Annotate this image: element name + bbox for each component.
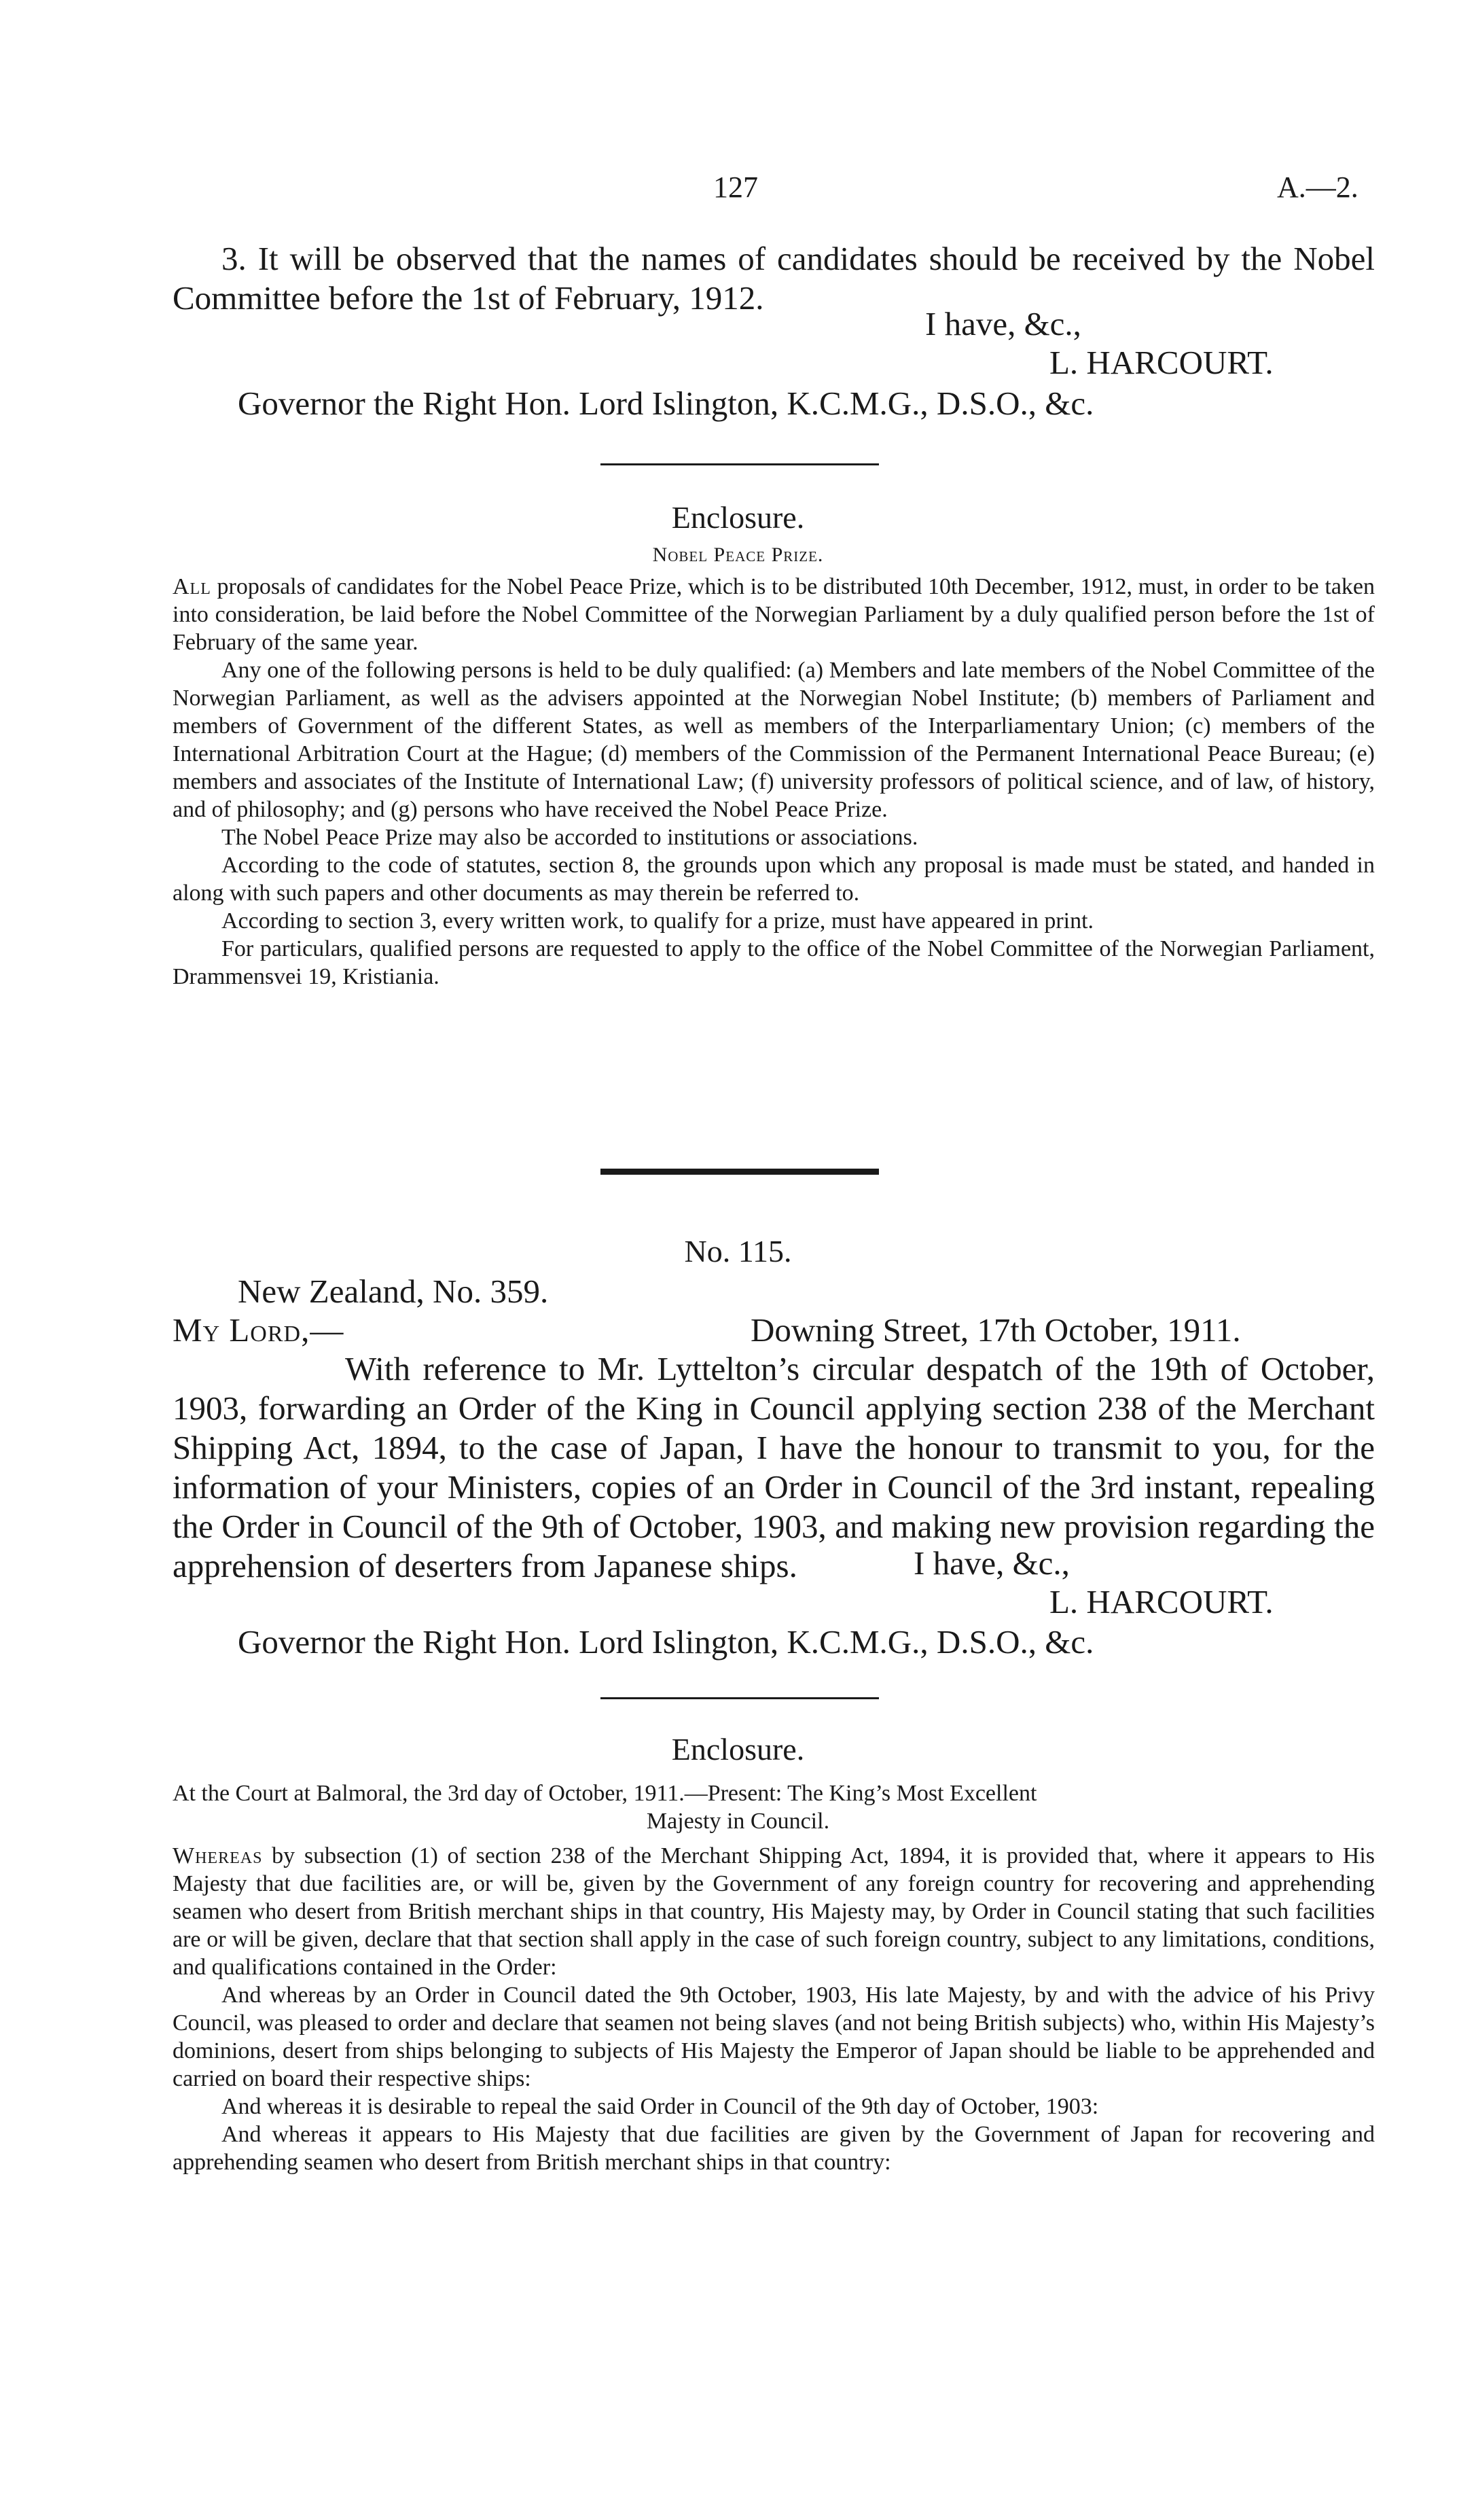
page-number: 127 — [713, 171, 758, 204]
enclosure-2-title: Enclosure. — [671, 1732, 805, 1767]
signature-1: L. HARCOURT. — [1049, 344, 1274, 381]
enclosure-1-para-6: For particulars, qualified persons are requested to apply to the office of the Nobel Committee of the Norwegian Parliament, Drammensvei 19, Kristiania. — [173, 936, 1375, 989]
addressee-1: Governor the Right Hon. Lord Islington, K.C.M.G., D.S.O., &c. — [238, 385, 1094, 422]
enclosure-1-title: Enclosure. — [671, 500, 805, 535]
enclosure-1-para-5: According to section 3, every written work, to qualify for a prize, must have appeared in print. — [221, 908, 1094, 934]
enclosure-2-para-2: And whereas by an Order in Council dated the 9th October, 1903, His late Majesty, by and with the advice of his Privy Council, was pleased to order and declare that seamen not being slaves (and not being British subjects) who, within His Majesty’s dominions, desert from ships belonging to subjects of His Majesty the Emperor of Japan should be liable to be apprehended and carried on board their respective ships: — [173, 1983, 1375, 2091]
enclosure-2-para-4: And whereas it appears to His Majesty that due facilities are given by the Government of Japan for recovering and apprehending seamen who desert from British merchant ships in that country: — [173, 2122, 1375, 2175]
divider-short-2 — [600, 1697, 879, 1699]
place-date: Downing Street, 17th October, 1911. — [751, 1311, 1241, 1349]
divider-short-1 — [600, 463, 879, 465]
letter-number: No. 115. — [684, 1234, 792, 1268]
enclosure-1-para-4: According to the code of statutes, section 8, the grounds upon which any proposal is made must be stated, and handed in along with such papers and other documents as may therein be referred to. — [173, 853, 1375, 906]
enclosure-1-para-3: The Nobel Peace Prize may also be accorded to institutions or associations. — [221, 825, 918, 850]
enclosure-2-body — [173, 1842, 1375, 2176]
enclosure-2-para-3: And whereas it is desirable to repeal the said Order in Council of the 9th day of October, 1903: — [221, 2094, 1099, 2119]
closing-2: I have, &c., — [914, 1544, 1070, 1582]
closing-1: I have, &c., — [925, 305, 1081, 342]
enclosure-1-para-1: All proposals of candidates for the Nobel Peace Prize, which is to be distributed 10th December, 1912, must, in order to be taken into consideration, be laid before the Nobel Committee of the Norwegian Parliament by a duly qualified person before the 1st of February of the same year. — [173, 574, 1375, 655]
addressee-2: Governor the Right Hon. Lord Islington, K.C.M.G., D.S.O., &c. — [238, 1623, 1094, 1661]
court-line-1: At the Court at Balmoral, the 3rd day of October, 1911.—Present: The King’s Most Excellent — [173, 1781, 1037, 1806]
enclosure-1-body — [173, 573, 1375, 991]
document-reference: A.—2. — [1277, 171, 1358, 204]
court-line-2: Majesty in Council. — [646, 1809, 830, 1834]
lead-word: All — [173, 574, 211, 599]
signature-2: L. HARCOURT. — [1049, 1583, 1274, 1620]
lead-word: Whereas — [173, 1843, 263, 1868]
salutation: My Lord,— — [173, 1311, 344, 1349]
divider-thick — [600, 1169, 879, 1175]
enclosure-1-para-2: Any one of the following persons is held to be duly qualified: (a) Members and late members of the Nobel Committee of the Norwegian Parliament, as well as the advisers appointed at the Norwegian Nobel Institute; (b) members of Parliament and members of Government of the different States, as well as members of the Interparliamentary Union; (c) members of the International Arbitration Court at the Hague; (d) members of the Commission of the Permanent International Peace Bureau; (e) members and associates of the Institute of International Law; (f) university professors of political science, and of law, of history, and of philosophy; and (g) persons who have received the Nobel Peace Prize. — [173, 658, 1375, 822]
enclosure-1-subtitle: Nobel Peace Prize. — [652, 544, 824, 566]
paragraph-3: 3. It will be observed that the names of candidates should be received by the Nobel Committee before the 1st of February, 1912. — [173, 240, 1375, 317]
letter-reference: New Zealand, No. 359. — [238, 1273, 549, 1310]
letter-body: With reference to Mr. Lyttelton’s circular despatch of the 19th of October, 1903, forwarding an Order of the King in Council applying section 238 of the Merchant Shipping Act, 1894, to the case of Japan, I have the honour to transmit to you, for the information of your Ministers, copies of an Order in Council of the 3rd instant, repealing the Order in Council of the 9th of October, 1903, and making new provision regarding the apprehension of deserters from Japanese ships. — [173, 1350, 1375, 1584]
enclosure-2-para-1: Whereas by subsection (1) of section 238 of the Merchant Shipping Act, 1894, it is provided that, where it appears to His Majesty that due facilities are, or will be, given by the Government of any foreign country for recovering and apprehending seamen who desert from British merchant ships in that country, His Majesty may, by Order in Council stating that such facilities are or will be given, declare that that section shall apply in the case of such foreign country, subject to any limitations, conditions, and qualifications contained in the Order: — [173, 1843, 1375, 1980]
